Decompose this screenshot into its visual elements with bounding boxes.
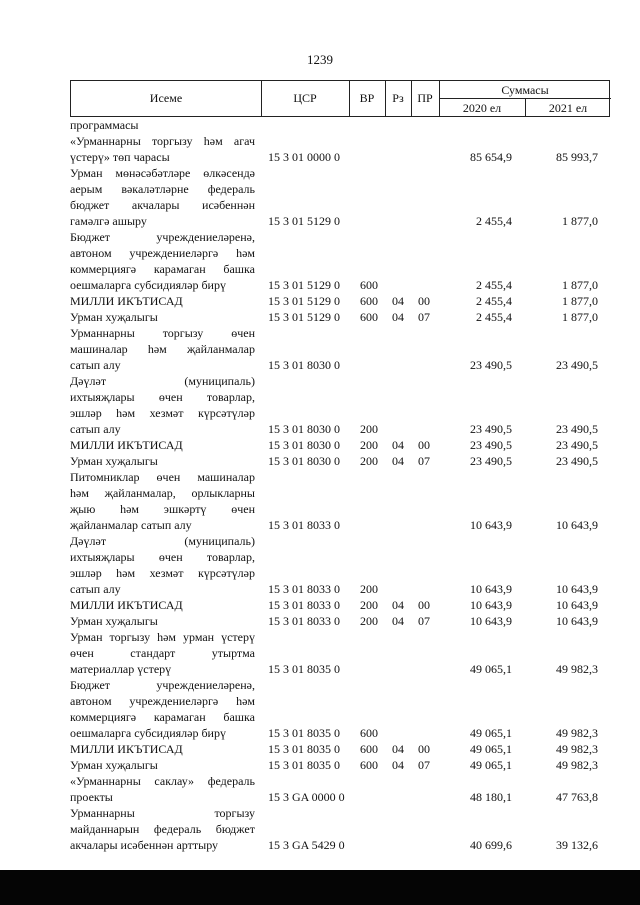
row-name-line: майданнарын федераль бюджет <box>70 822 255 836</box>
row-name <box>70 597 255 613</box>
row-csr: 15 3 01 5129 0 <box>268 310 340 324</box>
row-name <box>70 757 255 773</box>
row-name-line: Бюджет учреждениеләренә, <box>70 678 255 692</box>
row-name-line: МИЛЛИ ИКЪТИСАД <box>70 742 183 756</box>
row-sum-2021: 1 877,0 <box>562 294 598 308</box>
row-name-line: машиналар һәм җайланмалар <box>70 342 255 356</box>
row-sum-2020: 2 455,4 <box>476 278 512 292</box>
row-sum-2021: 47 763,8 <box>556 790 598 804</box>
row-sum-2021: 23 490,5 <box>556 438 598 452</box>
row-rz: 04 <box>392 614 404 628</box>
row-name <box>70 613 255 629</box>
row-sum-2021: 85 993,7 <box>556 150 598 164</box>
row-name-line: Питомниклар өчен машиналар <box>70 470 255 484</box>
row-vr: 200 <box>360 598 378 612</box>
row-pr: 00 <box>418 294 430 308</box>
row-sum-2021: 10 643,9 <box>556 598 598 612</box>
row-sum-2020: 49 065,1 <box>470 662 512 676</box>
row-vr: 600 <box>360 294 378 308</box>
row-rz: 04 <box>392 454 404 468</box>
row-csr: 15 3 01 8030 0 <box>268 422 340 436</box>
row-name-line: Урман торгызу һәм урман үстерү <box>70 630 255 644</box>
row-name-line: коммерциягә карамаган башка <box>70 710 255 724</box>
page-number: 1239 <box>307 52 333 67</box>
row-name-line: Урманнарны торгызу өчен <box>70 326 255 340</box>
row-vr: 600 <box>360 278 378 292</box>
row-name-line: Урман мөнәсәбәтләре өлкәсендә <box>70 166 255 180</box>
row-name-line: МИЛЛИ ИКЪТИСАД <box>70 438 183 452</box>
row-name-line: Урман хуҗалыгы <box>70 758 158 772</box>
row-csr: 15 3 01 8030 0 <box>268 358 340 372</box>
row-sum-2020: 23 490,5 <box>470 454 512 468</box>
row-vr: 200 <box>360 438 378 452</box>
row-name-line: Урман хуҗалыгы <box>70 454 158 468</box>
row-name-line: Дәүләт (муниципаль) <box>70 534 255 548</box>
row-name-line: МИЛЛИ ИКЪТИСАД <box>70 294 183 308</box>
row-sum-2021: 1 877,0 <box>562 310 598 324</box>
row-vr: 200 <box>360 582 378 596</box>
row-name-line: ихтыяҗлары өчен товарлар, <box>70 550 255 564</box>
row-name-line: ихтыяҗлары өчен товарлар, <box>70 390 255 404</box>
row-csr: 15 3 01 8033 0 <box>268 598 340 612</box>
row-name-line: Урманнарны торгызу <box>70 806 255 820</box>
table-row <box>70 165 610 229</box>
table-row <box>70 325 610 373</box>
row-name <box>70 133 255 165</box>
table-row <box>70 437 610 453</box>
row-name-line: Урман хуҗалыгы <box>70 614 158 628</box>
row-name <box>70 293 255 309</box>
row-sum-2021: 23 490,5 <box>556 454 598 468</box>
row-csr: 15 3 01 8035 0 <box>268 726 340 740</box>
header-vr: ВР <box>359 91 375 105</box>
row-sum-2021: 49 982,3 <box>556 726 598 740</box>
row-sum-2021: 23 490,5 <box>556 422 598 436</box>
row-name-line: оешмаларга субсидияләр бирү <box>70 726 226 740</box>
row-sum-2020: 23 490,5 <box>470 422 512 436</box>
header-pr: ПР <box>417 91 433 105</box>
row-vr: 200 <box>360 422 378 436</box>
header-name: Исеме <box>149 91 183 105</box>
row-csr: 15 3 01 5129 0 <box>268 294 340 308</box>
row-name-line: материаллар үстерү <box>70 662 172 676</box>
row-sum-2020: 85 654,9 <box>470 150 512 164</box>
row-name <box>70 373 255 437</box>
table-row <box>70 533 610 597</box>
row-sum-2020: 10 643,9 <box>470 518 512 532</box>
row-sum-2020: 10 643,9 <box>470 582 512 596</box>
row-sum-2020: 2 455,4 <box>476 294 512 308</box>
row-name-line: Бюджет учреждениеләренә, <box>70 230 255 244</box>
table-row <box>70 293 610 309</box>
row-name-line: Урман хуҗалыгы <box>70 310 158 324</box>
row-sum-2020: 2 455,4 <box>476 214 512 228</box>
row-pr: 07 <box>418 310 430 324</box>
row-name-line: гамәлгә ашыру <box>70 214 147 228</box>
row-name-line: автоном учреждениеләргә һәм <box>70 246 255 260</box>
row-pr: 07 <box>418 454 430 468</box>
row-csr: 15 3 01 5129 0 <box>268 278 340 292</box>
row-name-line: җыю һәм эшкәртү өчен <box>70 502 255 516</box>
row-name <box>70 437 255 453</box>
row-name <box>70 117 255 133</box>
header-csr: ЦСР <box>293 91 317 105</box>
row-name-line: сатып алу <box>70 582 121 596</box>
row-csr: 15 3 01 8030 0 <box>268 438 340 452</box>
row-name <box>70 533 255 597</box>
row-name-line: акчалары исәбеннән арттыру <box>70 838 219 852</box>
row-vr: 600 <box>360 758 378 772</box>
row-name-line: программасы <box>70 118 139 132</box>
row-sum-2020: 40 699,6 <box>470 838 512 852</box>
row-sum-2021: 10 643,9 <box>556 518 598 532</box>
row-name-line: «Урманнарны торгызу һәм агач <box>70 134 255 148</box>
row-vr: 600 <box>360 742 378 756</box>
row-csr: 15 3 01 8033 0 <box>268 582 340 596</box>
row-name <box>70 469 255 533</box>
row-rz: 04 <box>392 758 404 772</box>
row-sum-2020: 49 065,1 <box>470 758 512 772</box>
table-row <box>70 309 610 325</box>
row-name-line: оешмаларга субсидияләр бирү <box>70 278 226 292</box>
table-row <box>70 773 610 805</box>
row-sum-2021: 23 490,5 <box>556 358 598 372</box>
row-sum-2020: 48 180,1 <box>470 790 512 804</box>
row-pr: 00 <box>418 742 430 756</box>
row-sum-2020: 49 065,1 <box>470 726 512 740</box>
row-vr: 200 <box>360 454 378 468</box>
row-name-line: җайланмалар сатып алу <box>70 518 192 532</box>
row-name-line: үстерү» төп чарасы <box>70 150 170 164</box>
row-name <box>70 805 255 853</box>
table-row <box>70 469 610 533</box>
row-name <box>70 773 255 805</box>
row-sum-2020: 10 643,9 <box>470 614 512 628</box>
row-vr: 200 <box>360 614 378 628</box>
header-sums: Суммасы <box>501 83 549 97</box>
row-name-line: Дәүләт (муниципаль) <box>70 374 255 388</box>
table-body <box>70 117 610 853</box>
table-row <box>70 677 610 741</box>
row-rz: 04 <box>392 598 404 612</box>
row-rz: 04 <box>392 310 404 324</box>
row-rz: 04 <box>392 294 404 308</box>
row-name <box>70 325 255 373</box>
row-name <box>70 165 255 229</box>
table-row <box>70 453 610 469</box>
row-name <box>70 229 255 293</box>
row-sum-2021: 49 982,3 <box>556 758 598 772</box>
row-pr: 07 <box>418 614 430 628</box>
row-pr: 00 <box>418 598 430 612</box>
row-csr: 15 3 01 0000 0 <box>268 150 340 164</box>
table-row <box>70 133 610 165</box>
row-sum-2021: 10 643,9 <box>556 614 598 628</box>
row-csr: 15 3 01 8033 0 <box>268 614 340 628</box>
row-name-line: сатып алу <box>70 358 121 372</box>
row-name <box>70 629 255 677</box>
row-name-line: эшләр һәм хезмәт күрсәтүләр <box>70 566 255 580</box>
row-rz: 04 <box>392 438 404 452</box>
row-csr: 15 3 01 8035 0 <box>268 742 340 756</box>
table-row <box>70 613 610 629</box>
row-name-line: аерым вәкаләтләрне федераль <box>70 182 255 196</box>
row-csr: 15 3 01 8030 0 <box>268 454 340 468</box>
row-csr: 15 3 01 8033 0 <box>268 518 340 532</box>
row-pr: 00 <box>418 438 430 452</box>
row-name-line: өчен стандарт утыртма <box>70 646 255 660</box>
row-sum-2021: 39 132,6 <box>556 838 598 852</box>
row-sum-2021: 1 877,0 <box>562 214 598 228</box>
table-row <box>70 373 610 437</box>
row-sum-2021: 10 643,9 <box>556 582 598 596</box>
row-sum-2020: 23 490,5 <box>470 438 512 452</box>
row-sum-2021: 1 877,0 <box>562 278 598 292</box>
table-row <box>70 117 610 133</box>
row-name-line: коммерциягә карамаган башка <box>70 262 255 276</box>
table-row <box>70 629 610 677</box>
row-csr: 15 3 01 5129 0 <box>268 214 340 228</box>
row-name <box>70 453 255 469</box>
row-sum-2020: 23 490,5 <box>470 358 512 372</box>
row-sum-2020: 2 455,4 <box>476 310 512 324</box>
row-sum-2021: 49 982,3 <box>556 662 598 676</box>
row-name-line: автоном учреждениеләргә һәм <box>70 694 255 708</box>
row-name-line: сатып алу <box>70 422 121 436</box>
row-name-line: проекты <box>70 790 113 804</box>
row-pr: 07 <box>418 758 430 772</box>
row-name-line: эшләр һәм хезмәт күрсәтүләр <box>70 406 255 420</box>
table-row <box>70 229 610 293</box>
row-name-line: «Урманнарны саклау» федераль <box>70 774 255 788</box>
row-sum-2020: 49 065,1 <box>470 742 512 756</box>
row-name-line: бюджет акчалары исәбеннән <box>70 198 255 212</box>
row-vr: 600 <box>360 726 378 740</box>
row-name-line: һәм җайланмалар, орлыкларны <box>70 486 255 500</box>
header-rz: Рз <box>392 91 404 105</box>
row-csr: 15 3 GA 0000 0 <box>268 790 345 804</box>
row-name-line: МИЛЛИ ИКЪТИСАД <box>70 598 183 612</box>
table-header <box>70 80 610 117</box>
table-row <box>70 757 610 773</box>
row-rz: 04 <box>392 742 404 756</box>
row-sum-2020: 10 643,9 <box>470 598 512 612</box>
row-csr: 15 3 01 8035 0 <box>268 758 340 772</box>
table-row <box>70 805 610 853</box>
row-name <box>70 677 255 741</box>
row-name <box>70 741 255 757</box>
row-csr: 15 3 GA 5429 0 <box>268 838 345 852</box>
row-sum-2021: 49 982,3 <box>556 742 598 756</box>
scan-edge-bar <box>0 870 640 905</box>
header-year-2021: 2021 ел <box>548 101 588 115</box>
row-name <box>70 309 255 325</box>
table-row <box>70 597 610 613</box>
row-csr: 15 3 01 8035 0 <box>268 662 340 676</box>
row-vr: 600 <box>360 310 378 324</box>
header-year-2020: 2020 ел <box>462 101 502 115</box>
table-row <box>70 741 610 757</box>
